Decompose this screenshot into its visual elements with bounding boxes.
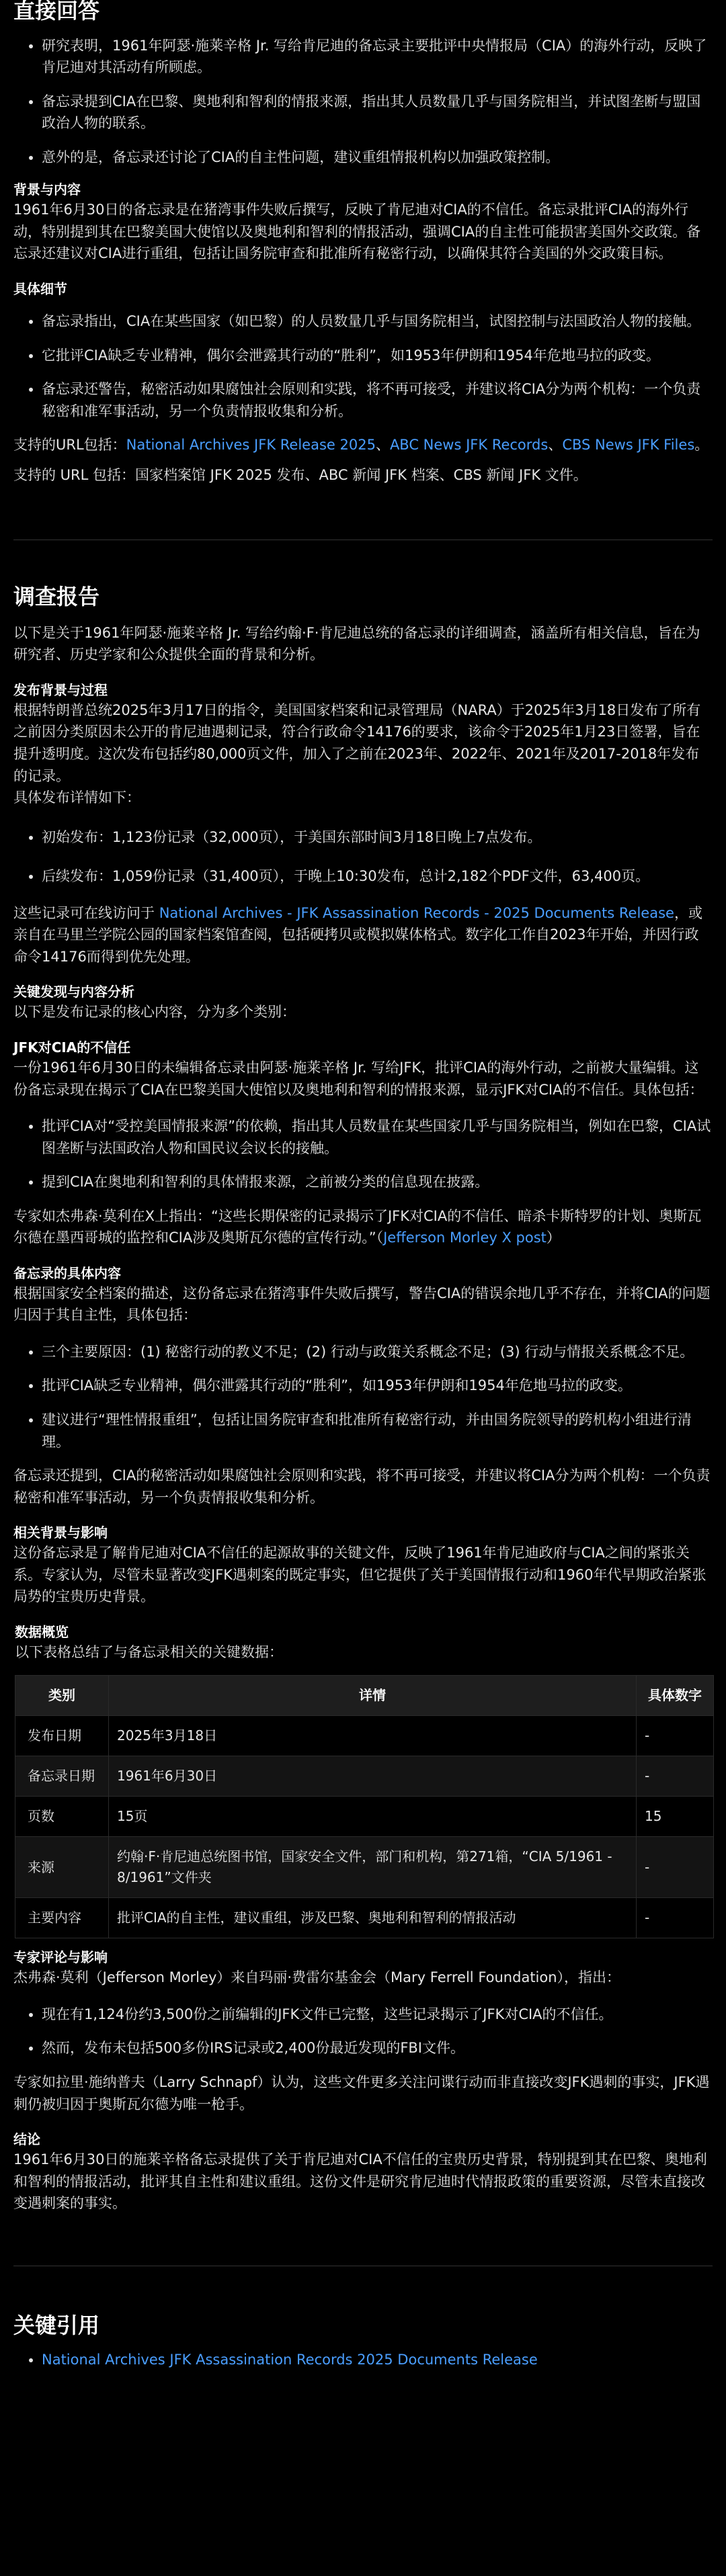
- supported-urls-chinese: 支持的 URL 包括：国家档案馆 JFK 2025 发布、ABC 新闻 JFK 档案、CBS 新闻 JFK 文件。: [13, 466, 588, 483]
- distrust-paragraph: 一份1961年6月30日的未编辑备忘录由阿瑟·施莱辛格 Jr. 写给JFK，批评CIA的海外行动，之前被大量编辑。这份备忘录现在揭示了CIA在巴黎美国大使馆以及奥地利和智利的情报来源，显示JFK对CIA的不信任。具体包括：: [13, 1059, 704, 1098]
- link-abc-news-jfk-records[interactable]: ABC News JFK Records: [389, 437, 549, 454]
- table-cell: 约翰·F·肯尼迪总统图书馆，国家安全文件，部门和机构，第271箱，“CIA 5/1961 - 8/1961”文件夹: [109, 1837, 637, 1898]
- direct-answer-title: 直接回答: [13, 0, 100, 24]
- online-access-suffix: ，或亲自在马里兰学院公园的国家档案馆查阅，包括硬拷贝或模拟媒体格式。数字化工作自2023年开始，并因行政命令14176而得到优先处理。: [13, 904, 702, 965]
- memo-item-1: • 三个主要原因：(1) 秘密行动的教义不足；(2) 行动与政策关系概念不足；(3) 行动与情报关系概念不足。: [42, 1341, 713, 1363]
- details-item-3: • 备忘录还警告，秘密活动如果腐蚀社会原则和实践，将不再可接受，并建议将CIA分为两个机构：一个负责秘密和准军事活动，另一个负责情报收集和分析。: [42, 378, 713, 422]
- conclusion-paragraph: 1961年6月30日的施莱辛格备忘录提供了关于肯尼迪对CIA不信任的宝贵历史背景，特别提到其在巴黎、奥地利和智利的情报活动，批评其自主性和建议重组。这份文件是研究肯尼迪时代情报政策的重要资源，尽管未直接改变遇刺案的事实。: [13, 2151, 707, 2212]
- table-row: [15, 1797, 714, 1837]
- online-access-prefix: 这些记录可在线访问于: [13, 904, 159, 921]
- distrust-item-1: • 批评CIA对“受控美国情报来源”的依赖，指出其人员数量在某些国家几乎与国务院相当，例如在巴黎，CIA试图垄断与法国政治人物和国民议会议长的接触。: [42, 1115, 713, 1159]
- table-cell: 2025年3月18日: [109, 1716, 637, 1756]
- supported-urls: [13, 434, 713, 456]
- morley-quote-text: 专家如杰弗森·莫利在X上指出：“这些长期保密的记录揭示了JFK对CIA的不信任、暗杀卡斯特罗的计划、奥斯瓦尔德在墨西哥城的监控和CIA涉及奥斯瓦尔德的宣传行动。”（: [13, 1207, 702, 1246]
- table-row: [15, 1837, 714, 1898]
- table-cell: 主要内容: [15, 1898, 109, 1938]
- background-paragraph: 1961年6月30日的备忘录是在猪湾事件失败后撰写，反映了肯尼迪对CIA的不信任。备忘录批评CIA的海外行动，特别提到其在巴黎美国大使馆以及奥地利和智利的情报活动，强调CIA的自主性可能损害美国外交政策。备忘录还建议对CIA进行重组，包括让国务院审查和批准所有秘密行动，以确保其符合美国的外交政策目标。: [13, 202, 701, 262]
- details-list: [13, 310, 713, 422]
- supported-urls-prefix: 支持的URL包括：: [13, 437, 126, 454]
- impact-paragraph: 这份备忘录是了解肯尼迪对CIA不信任的起源故事的关键文件，反映了1961年肯尼迪政府与CIA之间的紧张关系。专家认为，尽管未显著改变JFK遇刺案的既定事实，但它提供了关于美国情报行动和1960年代早期政治紧张局势的宝贵历史背景。: [13, 1545, 707, 1605]
- citations-list: [13, 2349, 713, 2371]
- table-cell: 页数: [15, 1797, 109, 1837]
- table-header-number: 具体数字: [637, 1676, 714, 1716]
- morley-quote-end: ）: [546, 1230, 561, 1246]
- table-cell: 发布日期: [15, 1716, 109, 1756]
- link-national-archives-jfk-release[interactable]: National Archives JFK Release 2025: [126, 437, 376, 454]
- table-cell: 1961年6月30日: [109, 1756, 637, 1797]
- details-item-1: • 备忘录指出，CIA在某些国家（如巴黎）的人员数量几乎与国务院相当，试图控制与法国政治人物的接触。: [42, 310, 713, 333]
- experts-list: [13, 2004, 713, 2059]
- url-separator: 、: [375, 437, 390, 454]
- direct-answer-item-1: • 研究表明，1961年阿瑟·施莱辛格 Jr. 写给肯尼迪的备忘录主要批评中央情报局（CIA）的海外行动，反映了肯尼迪对其活动有所顾虑。: [42, 35, 713, 79]
- table-row: [15, 1898, 714, 1938]
- data-overview-paragraph: 以下表格总结了与备忘录相关的关键数据：: [15, 1643, 283, 1660]
- memo-paragraph: 根据国家安全档案的描述，这份备忘录在猪湾事件失败后撰写，警告CIA的错误余地几乎不存在，并将CIA的问题归因于其自主性，具体包括：: [13, 1285, 711, 1324]
- details-heading: 具体细节: [13, 280, 67, 297]
- table-cell: 15页: [109, 1797, 637, 1837]
- citation-item: [42, 2349, 713, 2371]
- details-item-2: • 它批评CIA缺乏专业精神，偶尔会泄露其行动的“胜利”，如1953年伊朗和1954年危地马拉的政变。: [42, 345, 713, 367]
- experts-heading: 专家评论与影响: [13, 1949, 108, 1966]
- memo-item-3: • 建议进行“理性情报重组”，包括让国务院审查和批准所有秘密行动，并由国务院领导的跨机构小组进行清理。: [42, 1409, 713, 1453]
- experts-item-1: • 现在有1,124份约3,500份之前编辑的JFK文件已完整，这些记录揭示了JFK对CIA的不信任。: [42, 2004, 713, 2026]
- release-list: [13, 826, 713, 888]
- link-citation-jfk-2025-release[interactable]: National Archives JFK Assassination Records 2025 Documents Release: [42, 2352, 538, 2368]
- table-cell: 批评CIA的自主性，建议重组，涉及巴黎、奥地利和智利的情报活动: [109, 1898, 637, 1938]
- direct-answer-item-2: • 备忘录提到CIA在巴黎、奥地利和智利的情报来源，指出其人员数量几乎与国务院相当，并试图垄断与盟国政治人物的联系。: [42, 91, 713, 134]
- table-cell: -: [637, 1716, 714, 1756]
- link-jefferson-morley-x-post[interactable]: Jefferson Morley X post: [383, 1230, 547, 1246]
- experts-item-2: • 然而，发布未包括500多份IRS记录或2,400份最近发现的FBI文件。: [42, 2037, 713, 2059]
- findings-heading: 关键发现与内容分析: [13, 984, 134, 1000]
- memo-item-2: • 批评CIA缺乏专业精神，偶尔泄露其行动的“胜利”，如1953年伊朗和1954年危地马拉的政变。: [42, 1375, 713, 1397]
- release-item-2: • 后续发布：1,059份记录（31,400页），于晚上10:30发布，总计2,182个PDF文件，63,400页。: [42, 865, 713, 888]
- morley-quote: [13, 1205, 713, 1249]
- table-cell: 备忘录日期: [15, 1756, 109, 1797]
- link-jfk-2025-documents-release[interactable]: National Archives - JFK Assassination Records - 2025 Documents Release: [159, 904, 674, 921]
- direct-answer-item-3: • 意外的是，备忘录还讨论了CIA的自主性问题，建议重组情报机构以加强政策控制。: [42, 146, 713, 169]
- url-separator: 、: [548, 437, 563, 454]
- findings-paragraph: 以下是发布记录的核心内容，分为多个类别：: [13, 1004, 296, 1021]
- distrust-heading: JFK对CIA的不信任: [13, 1039, 131, 1056]
- experts-paragraph: 杰弗森·莫利（Jefferson Morley）来自玛丽·费雷尔基金会（Mary Ferrell Foundation），指出：: [13, 1969, 621, 1986]
- url-end: 。: [694, 437, 709, 454]
- citations-title: 关键引用: [13, 2312, 100, 2338]
- schnapf-paragraph: 专家如拉里·施纳普夫（Larry Schnapf）认为，这些文件更多关注问谍行动而非直接改变JFK遇刺的事实，JFK遇刺仍被归因于奥斯瓦尔德为唯一枪手。: [13, 2073, 710, 2112]
- distrust-list: [13, 1115, 713, 1193]
- data-overview-heading: 数据概览: [15, 1623, 69, 1640]
- memo-heading: 备忘录的具体内容: [13, 1264, 121, 1281]
- table-row: [15, 1716, 714, 1756]
- release-item-1: • 初始发布：1,123份记录（32,000页），于美国东部时间3月18日晚上7点发布。: [42, 826, 713, 849]
- table-header-category: 类别: [15, 1676, 109, 1716]
- table-cell: -: [637, 1898, 714, 1938]
- link-cbs-news-jfk-files[interactable]: CBS News JFK Files: [562, 437, 695, 454]
- distrust-item-2: • 提到CIA在奥地利和智利的具体情报来源，之前被分类的信息现在披露。: [42, 1171, 713, 1193]
- memo-warning: 备忘录还提到，CIA的秘密活动如果腐蚀社会原则和实践，将不再可接受，并建议将CIA分为两个机构：一个负责秘密和准军事活动，另一个负责情报收集和分析。: [13, 1467, 711, 1506]
- impact-heading: 相关背景与影响: [13, 1525, 108, 1541]
- table-cell: 15: [637, 1797, 714, 1837]
- table-cell: -: [637, 1756, 714, 1797]
- table-cell: -: [637, 1837, 714, 1898]
- direct-answer-list: [13, 35, 713, 169]
- release-paragraph: 根据特朗普总统2025年3月17日的指令，美国国家档案和记录管理局（NARA）于2025年3月18日发布了所有之前因分类原因未公开的肯尼迪遇刺记录，符合行政命令14176的要求，该命令于2025年1月23日签署，旨在提升透明度。这次发布包括约80,000页文件，加入了之前在2023年、2022年、2021年及2017-2018年发布的记录。: [13, 701, 701, 784]
- online-access: [13, 902, 713, 968]
- release-heading: 发布背景与过程: [13, 681, 108, 698]
- release-detail-label: 具体发布详情如下：: [13, 789, 140, 806]
- background-heading: 背景与内容: [13, 181, 81, 198]
- data-table: [15, 1675, 714, 1938]
- report-intro: 以下是关于1961年阿瑟·施莱辛格 Jr. 写给约翰·F·肯尼迪总统的备忘录的详细调查，涵盖所有相关信息，旨在为研究者、历史学家和公众提供全面的背景和分析。: [13, 624, 700, 663]
- table-header-row: [15, 1676, 714, 1716]
- table-row: [15, 1756, 714, 1797]
- report-title: 调查报告: [13, 584, 100, 610]
- conclusion-heading: 结论: [13, 2131, 40, 2148]
- table-cell: 来源: [15, 1837, 109, 1898]
- table-header-details: 详情: [109, 1676, 637, 1716]
- memo-list: [13, 1341, 713, 1453]
